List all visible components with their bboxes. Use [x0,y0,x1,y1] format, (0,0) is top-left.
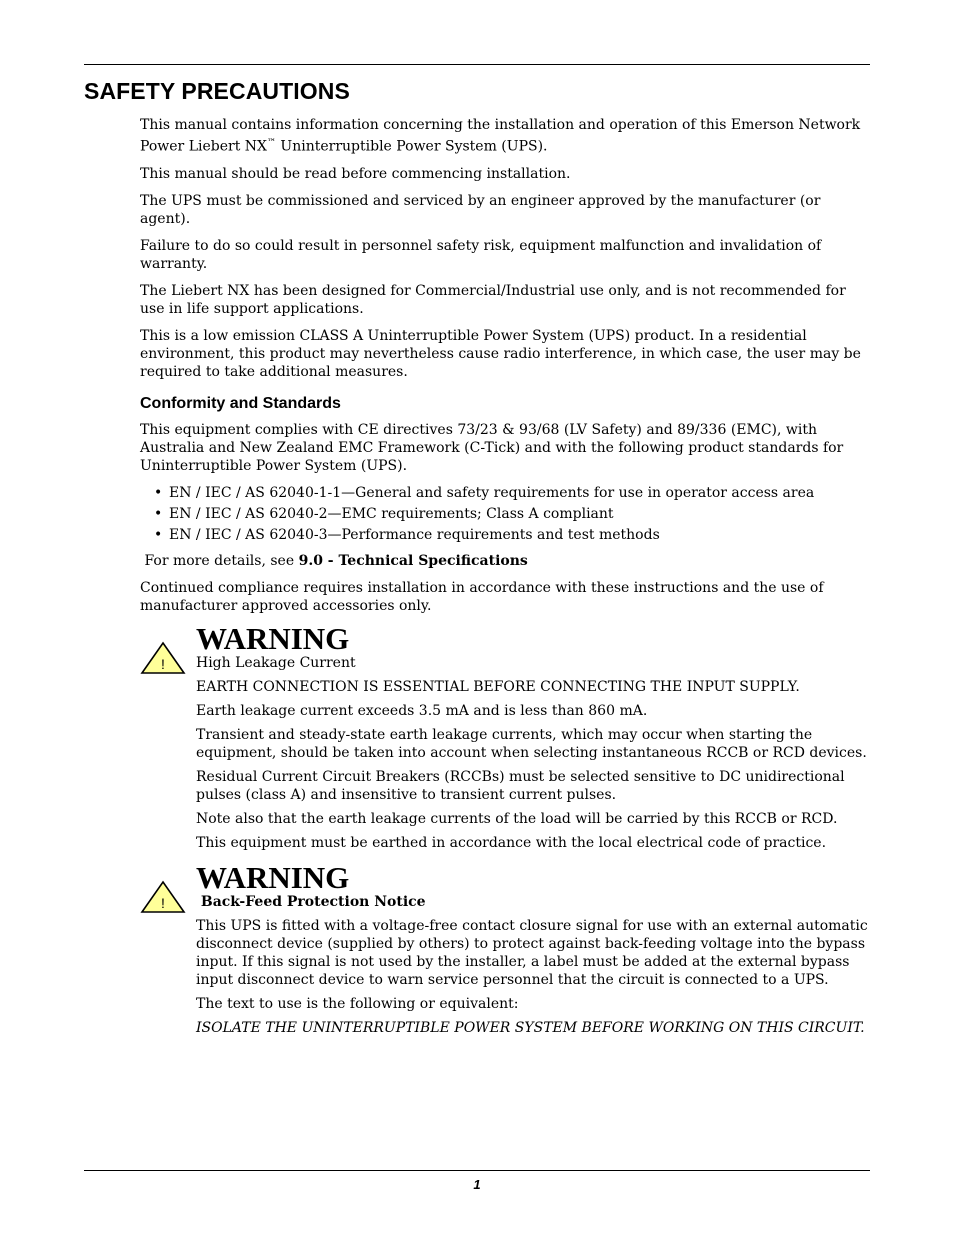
warning-line: Transient and steady-state earth leakage currents, which may occur when starting the equipment, should be taken into account when selecting instantaneous RCCB or RCD devices. [196,726,867,761]
warning-title: WARNING [196,620,350,656]
intro-paragraph: This manual contains information concerning the installation and operation of this Emerson Network Power Liebert NX™ Uninterruptible Power System (UPS). [140,117,861,155]
bullet-icon: • [154,505,163,522]
conformity-paragraph: This equipment complies with CE directives 73/23 & 93/68 (LV Safety) and 89/336 (EMC), with Australia and New Zealand EMC Framework (C-Tick) and with the following product standards for Uninterruptible Power System (UPS). [140,421,844,474]
list-item: • EN / IEC / AS 62040-3—Performance requirements and test methods [154,526,660,543]
warning-subtitle: High Leakage Current [196,654,356,671]
list-item: • EN / IEC / AS 62040-1-1—General and safety requirements for use in operator access area [154,484,815,501]
warning-label-text: ISOLATE THE UNINTERRUPTIBLE POWER SYSTEM BEFORE WORKING ON THIS CIRCUIT. [196,1019,865,1036]
details-reference: For more details, see 9.0 - Technical Specifications [140,552,528,569]
bullet-icon: • [154,526,163,543]
warning-line: EARTH CONNECTION IS ESSENTIAL BEFORE CONNECTING THE INPUT SUPPLY. [196,678,800,695]
footer-rule [84,1170,870,1171]
svg-text:!: ! [161,894,165,911]
page-number: 1 [473,1177,481,1192]
page-title: SAFETY PRECAUTIONS [84,78,350,104]
warning-triangle-icon [140,880,186,914]
warning-title: WARNING [196,859,350,895]
warning-line: This UPS is fitted with a voltage-free contact closure signal for use with an external automatic disconnect device (supplied by others) to protect against back-feeding voltage into the bypass input. If this signal is not used by the installer, a label must be added at the external bypass input disconnect device to warn service personnel that the circuit is connected to a UPS. [196,917,868,988]
conformity-paragraph: Continued compliance requires installation in accordance with these instructions and the use of manufacturer approved accessories only. [140,579,824,614]
section-heading-conformity: Conformity and Standards [140,394,341,412]
warning-line: Residual Current Circuit Breakers (RCCBs) must be selected sensitive to DC unidirectional pulses (class A) and insensitive to transient current pulses. [196,768,845,803]
warning-line: The text to use is the following or equivalent: [196,995,519,1012]
bullet-icon: • [154,484,163,501]
page-body [140,116,870,1043]
warning-block-leakage [140,620,870,852]
warning-line: Note also that the earth leakage currents of the load will be carried by this RCCB or RCD. [196,810,838,827]
intro-paragraph: The Liebert NX has been designed for Commercial/Industrial use only, and is not recommended for use in life support applications. [140,282,846,317]
spec-reference-link[interactable]: 9.0 - Technical Specifications [298,552,528,569]
warning-line: Earth leakage current exceeds 3.5 mA and is less than 860 mA. [196,702,648,719]
list-item: • EN / IEC / AS 62040-2—EMC requirements; Class A compliant [154,505,614,522]
warning-subtitle: Back-Feed Protection Notice [196,893,426,910]
warning-block-backfeed [140,859,870,1037]
warning-triangle-icon [140,641,186,675]
intro-paragraph: This is a low emission CLASS A Uninterruptible Power System (UPS) product. In a residential environment, this product may nevertheless cause radio interference, in which case, the user may be required to take additional measures. [140,327,861,380]
header-rule [84,64,870,65]
warning-line: This equipment must be earthed in accordance with the local electrical code of practice. [196,834,827,851]
svg-text:!: ! [161,655,165,672]
intro-paragraph: This manual should be read before commencing installation. [140,165,571,182]
intro-paragraph: Failure to do so could result in personnel safety risk, equipment malfunction and invalidation of warranty. [140,237,822,272]
intro-paragraph: The UPS must be commissioned and serviced by an engineer approved by the manufacturer (or agent). [140,192,821,227]
standards-list [140,484,870,544]
